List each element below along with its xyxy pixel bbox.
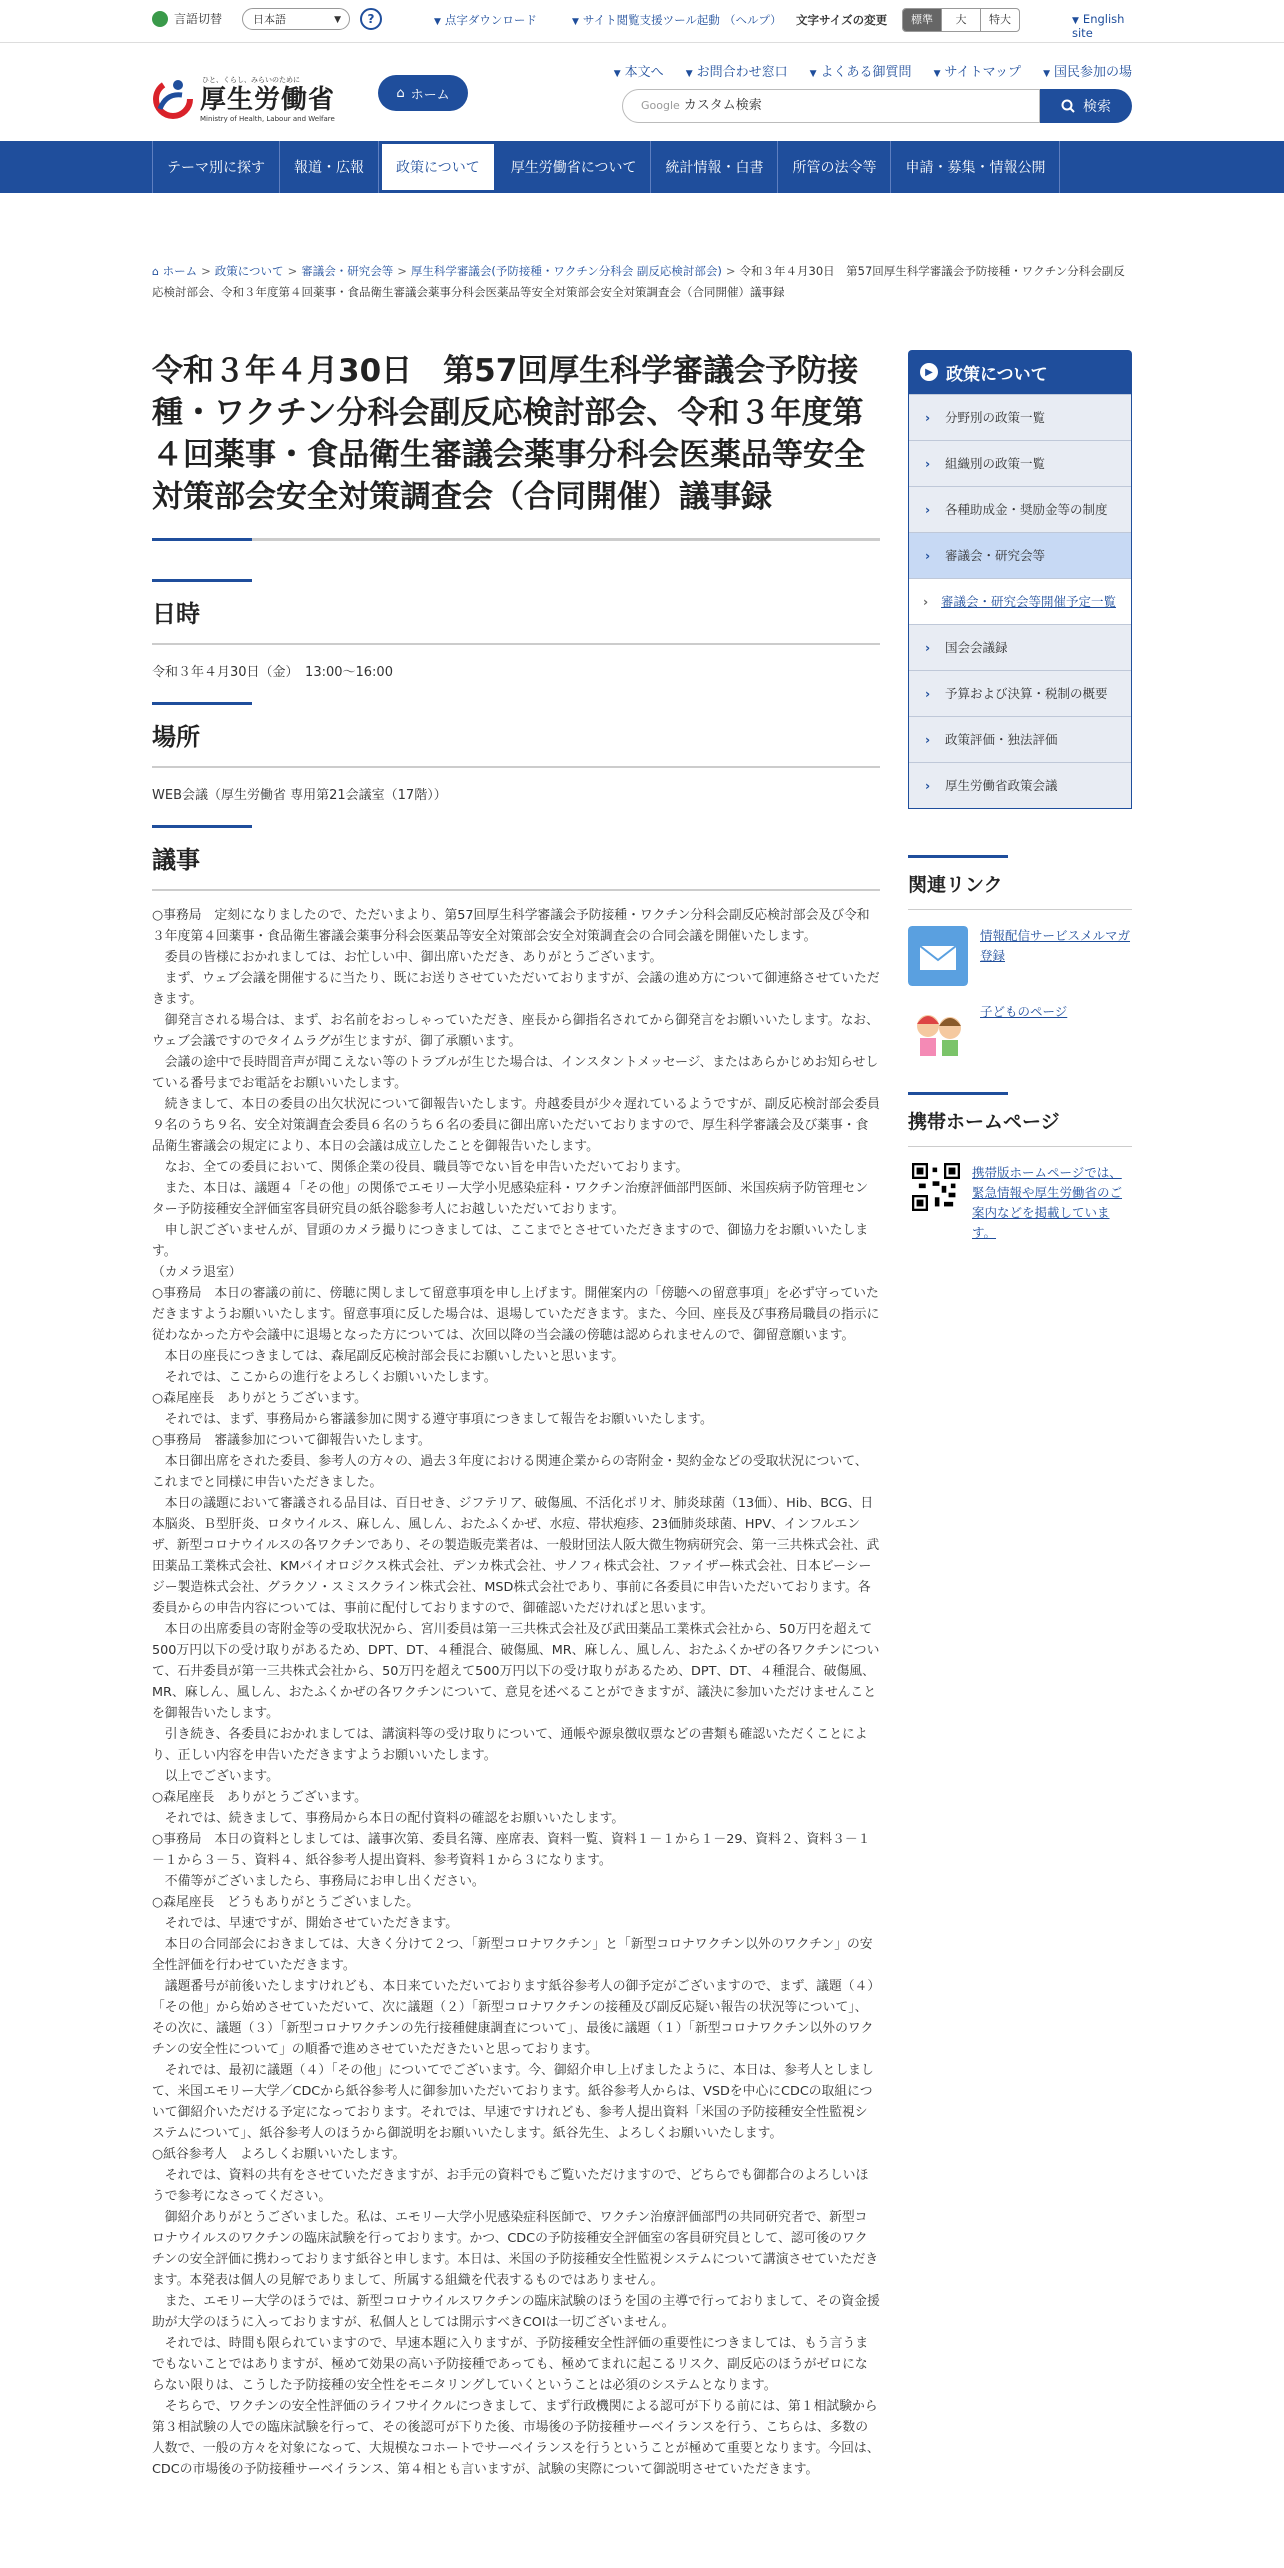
breadcrumb-councils[interactable]: 審議会・研究会等 (301, 264, 394, 278)
minutes-paragraph: ○事務局 定刻になりましたので、ただいまより、第57回厚生科学審議会予防接種・ワクチン分科会副反応検討部会及び令和３年度第４回薬事・食品衛生審議会薬事分科会医薬品等安全対策部会安全対策調査会の合同会議を開催いたします。 (152, 908, 870, 944)
minutes-paragraph: それでは、早速ですが、開始させていただきます。 (152, 1916, 459, 1931)
minutes-paragraph: 委員の皆様におかれましては、お忙しい中、御出席いただき、ありがとうございます。 (152, 950, 663, 965)
minutes-paragraph: ○事務局 審議参加について御報告いたします。 (152, 1433, 431, 1448)
public-participation-link[interactable] (1043, 61, 1132, 80)
chevron-right-icon: ▶ (920, 363, 938, 381)
caret-icon: ▼ (572, 17, 579, 27)
minutes-paragraph: 申し訳ございませんが、冒頭のカメラ撮りにつきましては、ここまでとさせていただきますので、御協力をお願いいたします。 (152, 1223, 869, 1259)
minutes-paragraph: ○森尾座長 ありがとうございます。 (152, 1790, 367, 1805)
related-heading: 関連リンク (908, 858, 1132, 910)
sidebar-item[interactable]: › 組織別の政策一覧 (909, 440, 1131, 486)
minutes-paragraph: 御発言される場合は、まず、お名前をおっしゃっていただき、座長から御指名されてから御発言をお願いいたします。なお、ウェブ会議ですのでタイムラグが生じますが、御了承願います。 (152, 1013, 879, 1049)
policy-menu-heading[interactable] (908, 350, 1132, 394)
search-icon (1061, 99, 1075, 113)
utility-bar (0, 0, 1284, 43)
minutes-paragraph: ○森尾座長 ありがとうございます。 (152, 1391, 367, 1406)
header-links (614, 61, 1132, 80)
mobile-text: 携帯版ホームページでは、緊急情報や厚生労働省のご案内などを掲載しています。 (972, 1165, 1123, 1240)
fontsize-standard-button[interactable]: 標準 (903, 9, 942, 31)
breadcrumb-council-section[interactable]: 厚生科学審議会(予防接種・ワクチン分科会 副反応検討部会) (410, 264, 722, 278)
search-placeholder: カスタム検索 (683, 98, 762, 113)
children-icon (908, 1002, 968, 1062)
minutes-paragraph: それでは、時間も限られていますので、早速本題に入りますが、予防接種安全性評価の重要性につきましては、もう言うまでもないことではありますが、極めて効果の高い予防接種であっても、極めてまれに起こるリスク、副反応のほうがゼロにならない限りは、こうした予防接種の安全性をモニタリングしていくということは必須のシステムとなります。 (152, 2336, 869, 2393)
related-kids-label: 子どものページ (980, 1004, 1068, 1019)
fontsize-label: 文字サイズの変更 (796, 13, 888, 27)
search-button-label: 検索 (1083, 99, 1111, 115)
minutes-paragraph: ○事務局 本日の審議の前に、傍聴に関しまして留意事項を申し上げます。開催案内の「傍聴への留意事項」を必ず守っていただきますようお願いいたします。留意事項に反した場合は、退場していただきます。また、今回、座長及び事務局職員の指示に従わなかった方や会議中に退場となった方については、次回以降の当会議の傍聴は認められませんので、御留意願います。 (152, 1286, 880, 1343)
breadcrumb-policy[interactable]: 政策について (214, 264, 284, 278)
mobile-heading: 携帯ホームページ (908, 1095, 1132, 1147)
search-brand: Google (641, 99, 680, 112)
home-button[interactable] (378, 75, 468, 111)
minutes-body (152, 891, 880, 2480)
site-header (152, 43, 1132, 143)
minutes-paragraph: 本日の合同部会におきましては、大きく分けて２つ、「新型コロナワクチン」と「新型コロナワクチン以外のワクチン」の安全性評価を行わせていただきます。 (152, 1937, 873, 1973)
minutes-paragraph: 本日御出席をされた委員、参考人の方々の、過去３年度における関連企業からの寄附金・契約金などの受取状況について、これまでと同様に申告いただきました。 (152, 1454, 868, 1490)
page-title: 令和３年４月30日 第57回厚生科学審議会予防接種・ワクチン分科会副反応検討部会、令和３年度第４回薬事・食品衛生審議会薬事分科会医薬品等安全対策部会安全対策調査会（合同開催）議事録 (152, 353, 865, 515)
main-content (152, 350, 880, 2480)
fontsize-buttons (902, 8, 1020, 32)
house-icon: ⌂ (396, 85, 405, 101)
fontsize-xlarge-button[interactable]: 特大 (989, 13, 1011, 26)
minutes-paragraph: ○森尾座長 どうもありがとうございました。 (152, 1895, 420, 1910)
browsing-support-link[interactable] (572, 12, 720, 28)
minutes-paragraph: それでは、資料の共有をさせていただきますが、お手元の資料でもご覧いただけますので、どちらでも御都合のよろしいほうで参考になさってください。 (152, 2168, 869, 2204)
mobile-section (908, 1092, 1132, 1243)
nav-item-press[interactable]: 報道・広報 (280, 141, 379, 193)
english-site-link[interactable] (1072, 12, 1132, 40)
public-participation-label: 国民参加の場 (1053, 65, 1132, 80)
sidebar (908, 350, 1132, 1243)
date-heading: 日時 (152, 582, 880, 645)
house-icon: ⌂ (152, 265, 159, 278)
minutes-paragraph: 不備等がございましたら、事務局にお申し出ください。 (152, 1874, 485, 1889)
search-button[interactable] (1040, 89, 1132, 123)
language-label: 言語切替 (174, 12, 223, 26)
minutes-paragraph: 本日の座長につきましては、森尾副反応検討部会長にお願いしたいと思います。 (152, 1349, 625, 1364)
faq-label: よくある御質問 (820, 65, 912, 80)
nav-item-statistics[interactable]: 統計情報・白書 (651, 141, 778, 193)
caret-icon: ▼ (1043, 69, 1050, 79)
minutes-section (152, 825, 880, 2480)
sidebar-item[interactable]: › 予算および決算・税制の概要 (909, 670, 1131, 716)
related-item-kids[interactable] (908, 986, 1132, 1062)
fontsize-large-button[interactable]: 大 (942, 9, 981, 31)
nav-item-about[interactable]: 厚生労働省について (497, 141, 652, 193)
caret-icon: ▼ (613, 69, 621, 79)
breadcrumb-home[interactable]: ホーム (162, 264, 198, 278)
title-divider (152, 538, 880, 541)
logo-name: 厚生労働省 (200, 85, 336, 115)
help-icon[interactable]: ? (360, 8, 382, 30)
minutes-paragraph: まず、ウェブ会議を開催するに当たり、既にお送りさせていただいておりますが、会議の進め方について御連絡させていただきます。 (152, 971, 880, 1007)
sidebar-item[interactable]: › 各種助成金・奨励金等の制度 (909, 486, 1131, 532)
minutes-paragraph: それでは、まず、事務局から審議参加に関する遵守事項につきまして報告をお願いいたします。 (152, 1412, 713, 1427)
global-nav (0, 141, 1284, 193)
policy-menu-title: 政策について (946, 364, 1048, 385)
minutes-paragraph: それでは、ここからの進行をよろしくお願いいたします。 (152, 1370, 497, 1385)
globe-icon (152, 11, 168, 27)
minutes-paragraph: そちらで、ワクチンの安全性評価のライフサイクルにつきまして、まず行政機関による認可が下りる前には、第１相試験から第３相試験の人での臨床試験を行って、その後認可が下りた後、市場後の予防接種サーベイランスを行う、こちらは、多数の人数で、一般の方々を対象になって、大規模なコホートでサーベイランスを行うということが極めて重要となります。今回は、CDCの市場後の予防接種サーベイランス、第４相とも言いますが、試験の実際について御説明させていただきます。 (152, 2399, 880, 2477)
envelope-icon (908, 926, 968, 986)
skip-label: 本文へ (624, 65, 664, 80)
minutes-paragraph: ○紙谷参考人 よろしくお願いいたします。 (152, 2147, 406, 2162)
language-select[interactable] (242, 8, 350, 30)
minutes-heading: 議事 (152, 828, 880, 891)
minutes-paragraph: それでは、続きまして、事務局から本日の配付資料の確認をお願いいたします。 (152, 1811, 625, 1826)
minutes-paragraph: 御紹介ありがとうございました。私は、エモリー大学小児感染症科医師で、ワクチン治療評価部門の共同研究者で、新型コロナウイルスのワクチンの臨床試験を行っております。かつ、CDCの予防接種安全評価室の客員研究員として、認可後のワクチンの安全評価に携わっております紙谷と申します。本日は、米国の予防接種安全性監視システムについて講演させていただきます。本発表は個人の見解でありまして、所属する組織を代表するものではありません。 (152, 2210, 879, 2288)
caret-icon: ▼ (809, 69, 817, 79)
nav-item-applications[interactable]: 申請・募集・情報公開 (891, 141, 1060, 193)
chevron-down-icon: ▼ (334, 15, 341, 25)
braille-download-link[interactable] (434, 12, 537, 28)
minutes-paragraph: 議題番号が前後いたしますけれども、本日来ていただいております紙谷参考人の御予定がございますので、まず、議題（４）「その他」から始めさせていただいて、次に議題（２）「新型コロナワクチンの接種及び副反応疑い報告の状況等について」、その次に、議題（３）「新型コロナワクチンの先行接種健康調査について」、最後に議題（１）「新型コロナワクチン以外のワクチンの安全性について」の順番で進めさせていただきたいと思っております。 (152, 1979, 874, 2057)
place-heading: 場所 (152, 705, 880, 768)
sidebar-item[interactable]: › 厚生労働省政策会議 (909, 762, 1131, 808)
minutes-paragraph: 続きまして、本日の委員の出欠状況について御報告いたします。舟越委員が少々遅れているようですが、副反応検討部会委員９名のうち９名、安全対策調査会委員６名のうち６名の委員に御出席いただいておりますので、厚生科学審議会及び薬事・食品衛生審議会の規定により、本日の会議は成立したことを御報告いたします。 (152, 1097, 880, 1154)
site-logo[interactable] (152, 75, 335, 123)
search-input[interactable] (622, 89, 1040, 123)
minutes-paragraph: 以上でございます。 (152, 1769, 279, 1784)
related-item-mailmag[interactable] (908, 910, 1132, 986)
logo-english: Ministry of Health, Labour and Welfare (200, 115, 335, 123)
sidebar-item[interactable]: › 国会会議録 (909, 624, 1131, 670)
caret-icon: ▼ (933, 69, 941, 79)
caret-icon: ▼ (1072, 16, 1079, 26)
braille-download-label: 点字ダウンロード (444, 13, 537, 27)
browsing-support-label: サイト閲覧支援ツール起動 (582, 13, 720, 27)
skip-to-content-link[interactable] (614, 61, 664, 80)
contact-label: お問合わせ窓口 (696, 65, 788, 80)
place-text: WEB会議（厚生労働省 専用第21会議室（17階）） (152, 788, 447, 803)
date-section (152, 579, 880, 702)
nav-item-policy[interactable]: 政策について (379, 141, 497, 193)
caret-icon: ▼ (434, 17, 441, 27)
sidebar-item[interactable]: › 政策評価・独法評価 (909, 716, 1131, 762)
policy-menu-list (908, 394, 1132, 809)
sitemap-link[interactable] (934, 61, 1022, 80)
related-mailmag-label: 情報配信サービスメルマガ登録 (980, 928, 1131, 963)
qr-code-icon (912, 1163, 960, 1211)
sidebar-item[interactable]: › 分野別の政策一覧 (909, 394, 1131, 440)
minutes-paragraph: （カメラ退室） (152, 1265, 242, 1280)
sidebar-item[interactable]: › 審議会・研究会等開催予定一覧 (909, 578, 1131, 624)
contact-link[interactable] (686, 61, 788, 80)
minutes-paragraph: また、本日は、議題４「その他」の関係でエモリー大学小児感染症科・ワクチン治療評価部門医師、米国疾病予防管理センター予防接種安全評価室客員研究員の紙谷聡参考人にお越しいただいております。 (152, 1181, 868, 1217)
minutes-paragraph: ○事務局 本日の資料としましては、議事次第、委員名簿、座席表、資料一覧、資料１－１から１－29、資料２、資料３－１－１から３－５、資料４、紙谷参考人提出資料、参考資料１から３になります。 (152, 1832, 871, 1868)
mobile-item[interactable] (908, 1147, 1132, 1243)
english-site-label: English site (1072, 12, 1125, 40)
site-search (622, 89, 1132, 123)
policy-menu (908, 350, 1132, 809)
breadcrumb: ⌂ ホーム > 政策について > 審議会・研究会等 > 厚生科学審議会(予防接種・ワクチン分科会 副反応検討部会) > 令和３年４月30日 第57回厚生科学審議会予防接種・ワクチン分科会副反応検討部会、令和３年度第４回薬事・食品衛生審議会薬事分科会医薬品等安全対策部会安全対策調査会（合同開催）議事録 (152, 264, 1125, 299)
help-link[interactable]: （ヘルプ） (724, 13, 782, 27)
minutes-paragraph: 本日の出席委員の寄附金等の受取状況から、宮川委員は第一三共株式会社及び武田薬品工業株式会社から、50万円を超えて500万円以下の受け取りがあるため、DPT、DT、４種混合、破傷風、MR、麻しん、風しん、おたふくかぜの各ワクチンについて、石井委員が第一三共株式会社から、50万円を超えて500万円以下の受け取りがあるため、DPT、DT、４種混合、破傷風、MR、麻しん、風しん、おたふくかぜの各ワクチンについて、意見を述べることができますが、議決に参加いただけませんことを御報告いたします。 (152, 1622, 880, 1721)
language-switch (152, 10, 222, 27)
minutes-paragraph: なお、全ての委員において、関係企業の役員、職員等でない旨を申告いただいております。 (152, 1160, 689, 1175)
breadcrumb-current: 令和３年４月30日 第57回厚生科学審議会予防接種・ワクチン分科会副反応検討部会、令和３年度第４回薬事・食品衛生審議会薬事分科会医薬品等安全対策部会安全対策調査会（合同開催）議事録 (152, 264, 1125, 299)
minutes-paragraph: それでは、最初に議題（４）「その他」についてでございます。今、御紹介申し上げましたように、本日は、参考人としまして、米国エモリー大学／CDCから紙谷参考人に御参加いただいております。紙谷参考人からは、VSDを中心にCDCの取組について御紹介いただける予定になっております。それでは、早速ですけれども、参考人提出資料「米国の予防接種安全性監視システムについて」、紙谷参考人のほうから御説明をお願いいたします。紙谷先生、よろしくお願いいたします。 (152, 2063, 874, 2141)
sidebar-item[interactable]: › 審議会・研究会等 (909, 532, 1131, 578)
minutes-paragraph: 会議の途中で長時間音声が聞こえない等のトラブルが生じた場合は、インスタントメッセージ、またはあらかじめお知らせしている番号までお電話をお願いいたします。 (152, 1055, 879, 1091)
caret-icon: ▼ (685, 69, 693, 79)
language-select-value: 日本語 (253, 13, 286, 26)
place-section (152, 702, 880, 825)
logo-tagline: ひと、くらし、みらいのために (202, 76, 300, 84)
sitemap-label: サイトマップ (944, 65, 1022, 80)
related-links (908, 855, 1132, 1062)
nav-item-laws[interactable]: 所管の法令等 (778, 141, 891, 193)
minutes-paragraph: 本日の議題において審議される品目は、百日せき、ジフテリア、破傷風、不活化ポリオ、肺炎球菌（13価）、Hib、BCG、日本脳炎、Ｂ型肝炎、ロタウイルス、麻しん、風しん、おたふくかぜ、水痘、帯状疱疹、23価肺炎球菌、HPV、インフルエンザ、新型コロナウイルスの各ワクチンであり、その製造販売業者は、一般財団法人阪大微生物病研究会、第一三共株式会社、武田薬品工業株式会社、KMバイオロジクス株式会社、デンカ株式会社、サノフィ株式会社、ファイザー株式会社、日本ビーシージー製造株式会社、グラクソ・スミスクライン株式会社、MSD株式会社であり、事前に各委員に申告いただいております。各委員からの申告内容については、事前に配付しておりますので、御確認いただければと思います。 (152, 1496, 880, 1616)
mhlw-logo-icon (152, 75, 194, 123)
minutes-paragraph: 引き続き、各委員におかれましては、講演料等の受け取りについて、通帳や源泉徴収票などの書類も確認いただくことにより、正しい内容を申告いただきますようお願いいたします。 (152, 1727, 868, 1763)
minutes-paragraph: また、エモリー大学のほうでは、新型コロナウイルスワクチンの臨床試験のほうを国の主導で行っておりまして、その資金援助が大学のほうに入っておりますが、私個人としては開示すべきCOIは一切ございません。 (152, 2294, 880, 2330)
date-text: 令和３年４月30日（金） 13:00～16:00 (152, 665, 393, 680)
home-label: ホーム (410, 87, 450, 103)
nav-item-theme[interactable]: テーマ別に探す (152, 141, 280, 193)
faq-link[interactable] (810, 61, 912, 80)
